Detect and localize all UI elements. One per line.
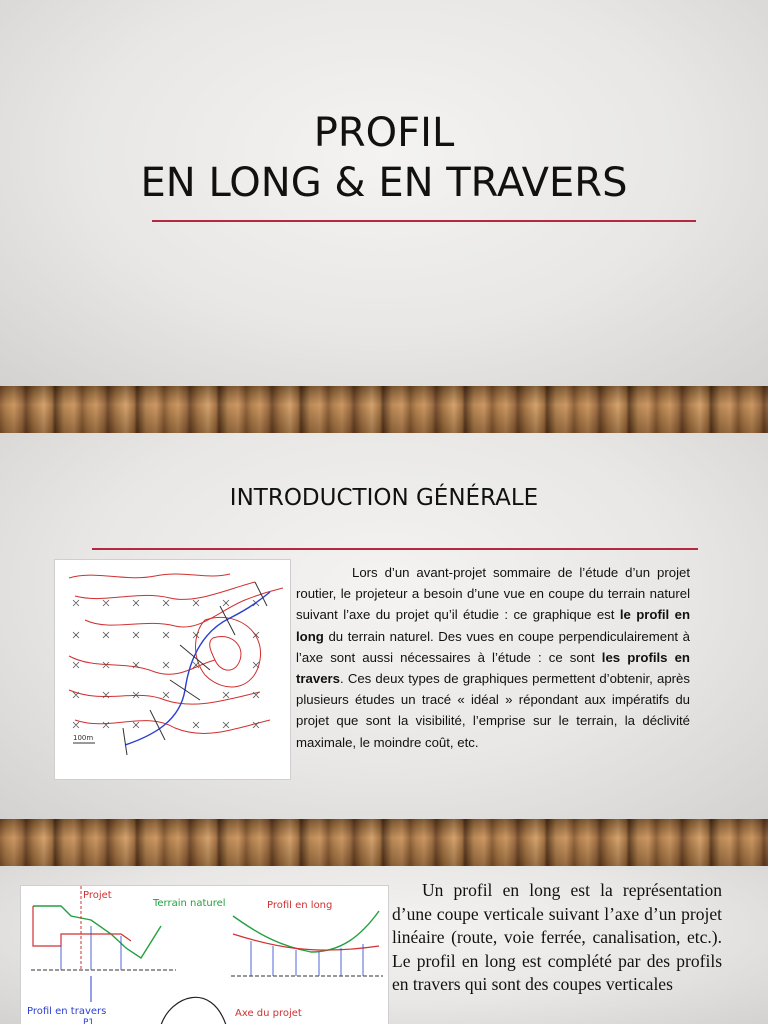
- slide-title-line1: PROFIL: [313, 110, 455, 156]
- intro-text-a: Lors d’un avant-projet sommaire de l’étude d’un projet routier, le projeteur a besoin d’une vue en coupe du terrain naturel suivant l’axe du projet qu’il étudie : ce graphique est: [296, 565, 690, 623]
- wood-floor-2: [0, 819, 768, 866]
- section-heading: INTRODUCTION GÉNÉRALE: [229, 485, 539, 511]
- contour-map-figure: [54, 559, 291, 780]
- wood-floor-1: [0, 386, 768, 433]
- profile-paragraph: [392, 879, 722, 997]
- label-terrain-naturel: Terrain naturel: [153, 898, 226, 909]
- label-profil-travers: Profil en travers: [27, 1006, 107, 1017]
- intro-bold-profils-travers: les profils en travers: [296, 649, 690, 687]
- label-p1: P1: [83, 1018, 95, 1024]
- label-projet: Projet: [83, 890, 112, 901]
- heading-rule: [92, 548, 698, 550]
- label-profil-long: Profil en long: [267, 900, 333, 911]
- intro-bold-profil-long: le profil en long: [296, 607, 691, 644]
- intro-text-c: . Ces deux types de graphiques permettent d’obtenir, après plusieurs études un tracé « idéal » répondant aux impératifs du projet que sont la visibilité, l’emprise sur le terrain, la déclivité maximale, le moindre coût, etc.: [296, 671, 690, 750]
- profile-diagram-figure: [20, 885, 389, 1024]
- slide-title-line2: EN LONG & EN TRAVERS: [140, 160, 628, 206]
- title-rule: [152, 220, 696, 222]
- project-axis-line: [125, 592, 270, 745]
- intro-slide: [0, 433, 768, 819]
- profile-text: Un profil en long est la représentation d’une coupe verticale suivant l’axe d’un projet linéaire (route, voie ferrée, canalisation, etc.). Le profil en long est complété par des profils en travers qui sont des coupes verticales: [392, 880, 722, 994]
- title-slide: [0, 0, 768, 386]
- intro-text-b: du terrain naturel. Des vues en coupe perpendiculairement à l’axe sont aussi nécessaires à l’étude : ce sont: [296, 628, 690, 665]
- profile-slide: [0, 866, 768, 1024]
- map-scale-label: 100m: [73, 734, 94, 742]
- label-axe-projet: Axe du projet: [235, 1008, 302, 1019]
- contour-map: [55, 560, 290, 779]
- profile-diagram: [21, 886, 388, 1024]
- intro-paragraph: [296, 562, 690, 753]
